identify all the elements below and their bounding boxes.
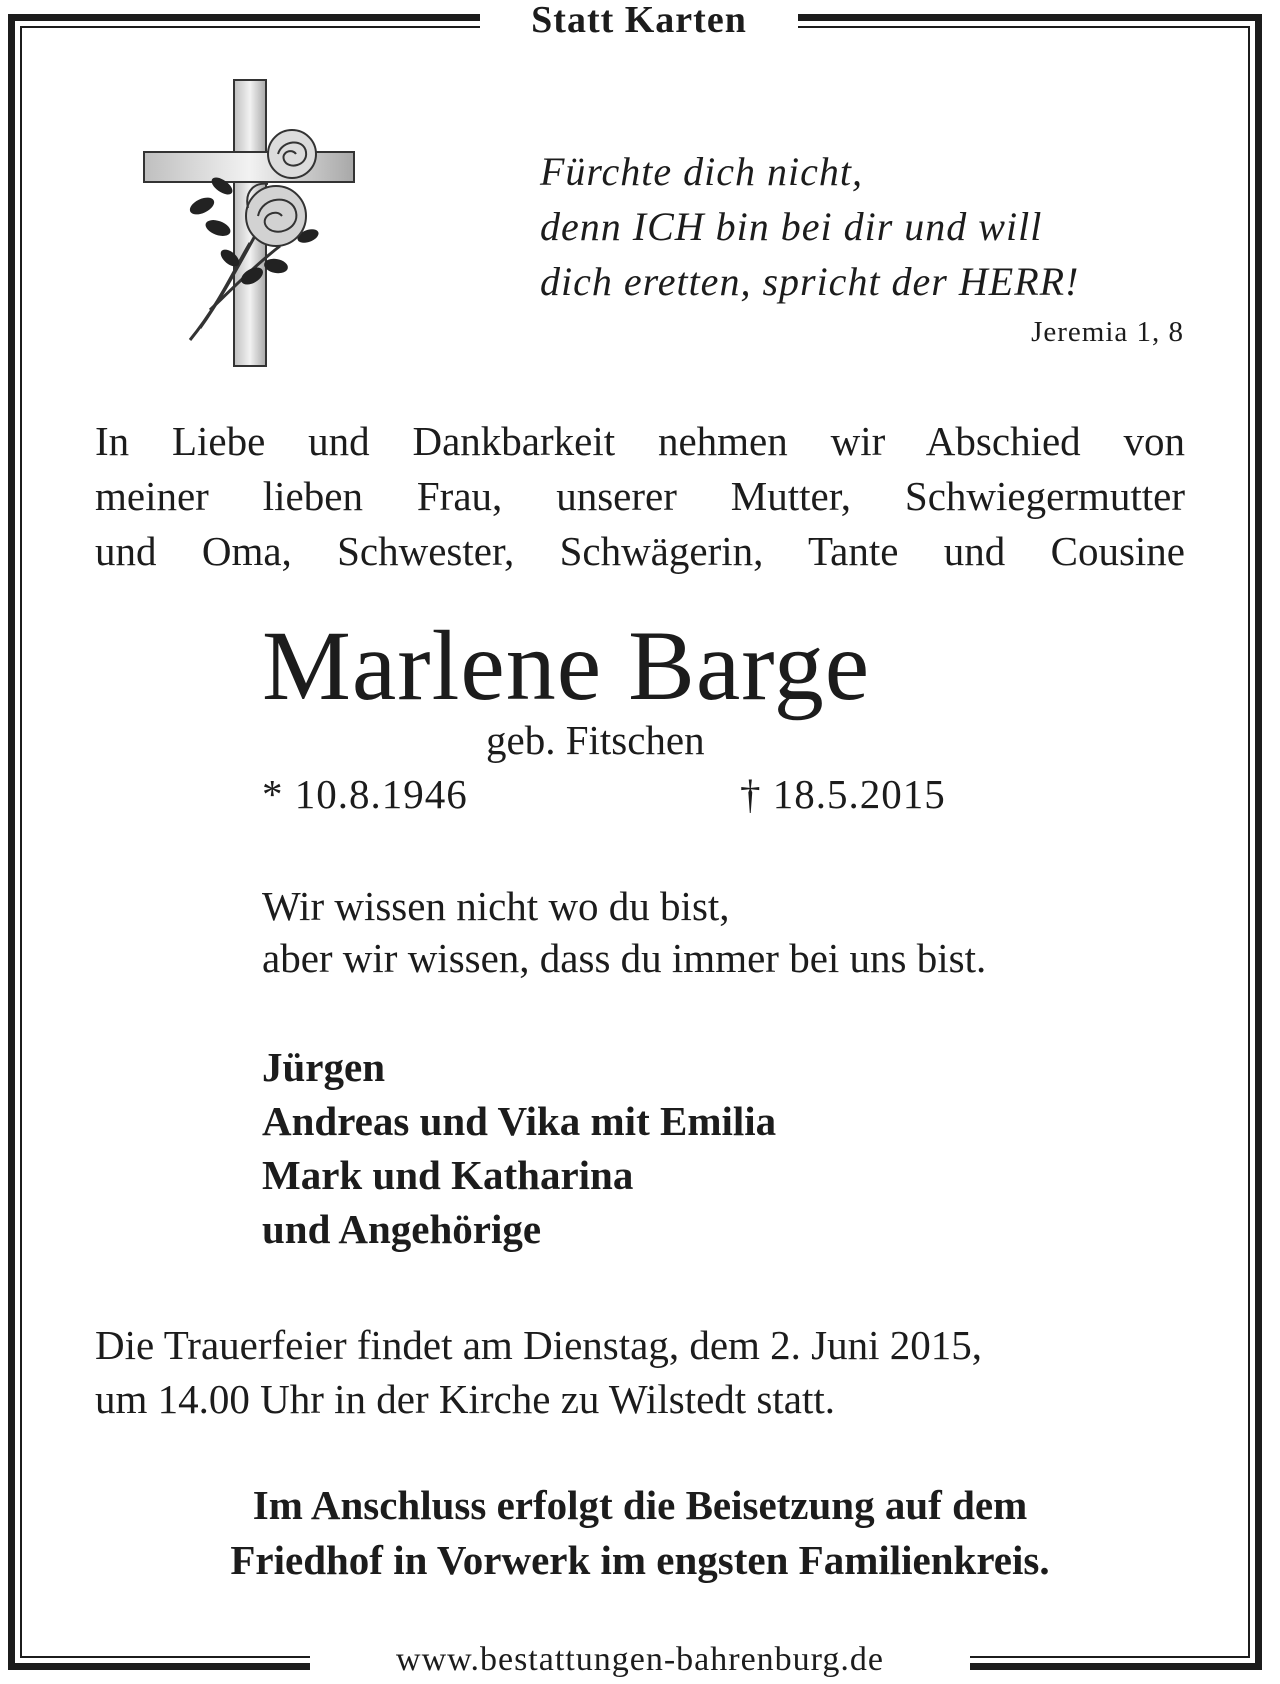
burial-line: Friedhof in Vorwerk im engsten Familienkreis.	[230, 1537, 1050, 1583]
family-member: Andreas und Vika mit Emilia	[262, 1098, 777, 1144]
verse-reference: Jeremia 1, 8	[1031, 316, 1184, 348]
deceased-name: Marlene Barge	[262, 610, 871, 721]
family-list	[262, 1040, 776, 1256]
bible-verse	[540, 144, 1190, 309]
poem-line: aber wir wissen, dass du immer bei uns bist.	[262, 935, 987, 981]
intro-line: und Oma, Schwester, Schwägerin, Tante und Cousine	[95, 528, 1185, 574]
verse-line: Fürchte dich nicht,	[540, 149, 863, 194]
family-member: Mark und Katharina	[262, 1152, 634, 1198]
footer-url: www.bestattungen-bahrenburg.de	[310, 1636, 970, 1684]
verse-line: denn ICH bin bei dir und will	[540, 204, 1043, 249]
death-date: † 18.5.2015	[740, 771, 946, 817]
family-member: Jürgen	[262, 1044, 385, 1090]
intro-line: meiner lieben Frau, unserer Mutter, Schwiegermutter	[95, 473, 1185, 519]
cross-with-roses-icon	[140, 78, 360, 373]
burial-line: Im Anschluss erfolgt die Beisetzung auf dem	[252, 1482, 1028, 1528]
poem	[262, 880, 986, 984]
family-member: und Angehörige	[262, 1206, 542, 1252]
intro-text	[95, 414, 1185, 579]
service-line: Die Trauerfeier findet am Dienstag, dem 2. Juni 2015,	[95, 1322, 983, 1368]
service-info	[95, 1318, 1195, 1426]
birth-date: * 10.8.1946	[262, 771, 468, 817]
intro-line: In Liebe und Dankbarkeit nehmen wir Abschied von	[95, 418, 1185, 464]
maiden-name: geb. Fitschen	[486, 717, 705, 763]
header-label: Statt Karten	[480, 0, 798, 40]
burial-info	[100, 1478, 1180, 1588]
poem-line: Wir wissen nicht wo du bist,	[262, 883, 730, 929]
service-line: um 14.00 Uhr in der Kirche zu Wilstedt statt.	[95, 1376, 836, 1422]
verse-line: dich eretten, spricht der HERR!	[540, 259, 1080, 304]
